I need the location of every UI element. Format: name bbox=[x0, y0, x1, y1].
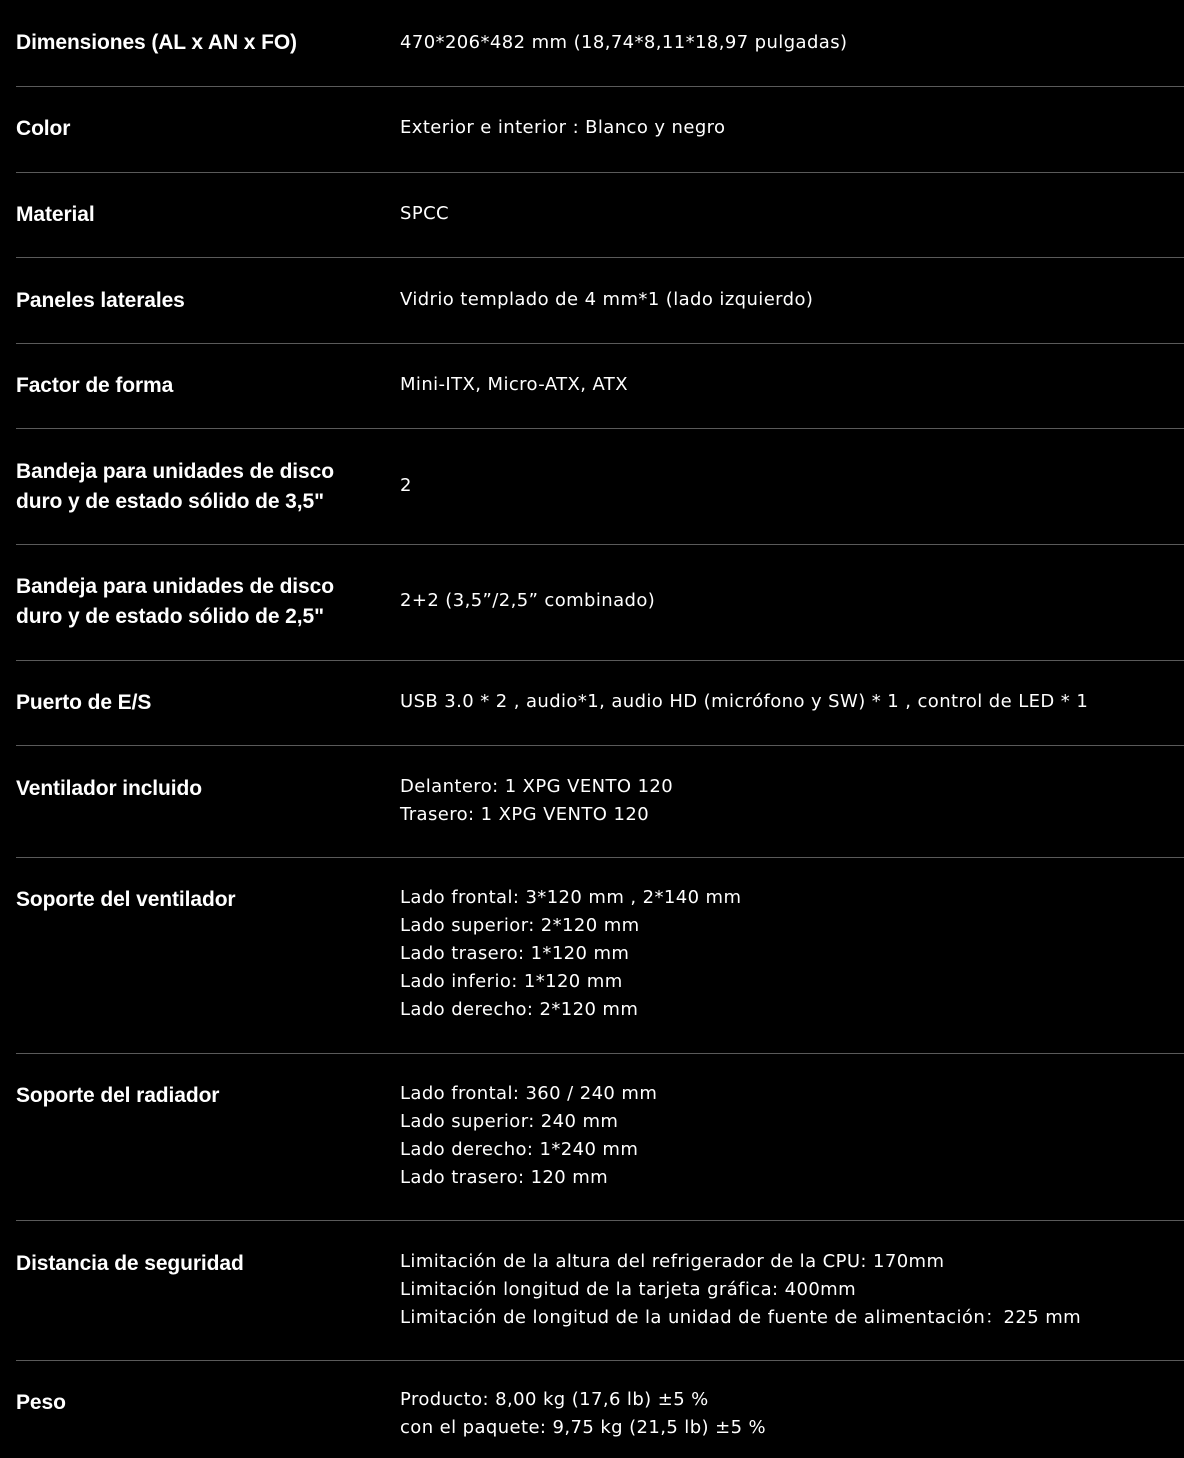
spec-value: Vidrio templado de 4 mm*1 (lado izquierdo) bbox=[400, 289, 814, 310]
spec-row-color bbox=[16, 87, 1184, 173]
spec-label: Puerto de E/S bbox=[16, 691, 152, 714]
spec-label: Bandeja para unidades de disco duro y de estado sólido de 3,5" bbox=[16, 460, 334, 513]
spec-row-radiator-support bbox=[16, 1054, 1184, 1221]
spec-value: Limitación de la altura del refrigerador de la CPU: 170mm Limitación longitud de la tarjeta gráfica: 400mm Limitación de longitud de la unidad de fuente de alimentación：225 mm bbox=[400, 1251, 1082, 1328]
spec-label: Bandeja para unidades de disco duro y de estado sólido de 2,5" bbox=[16, 575, 334, 628]
spec-label: Ventilador incluido bbox=[16, 777, 202, 800]
spec-value: 470*206*482 mm (18,74*8,11*18,97 pulgadas) bbox=[400, 32, 848, 53]
spec-label: Factor de forma bbox=[16, 374, 174, 397]
spec-row-form-factor bbox=[16, 344, 1184, 429]
spec-label: Paneles laterales bbox=[16, 289, 185, 312]
spec-label: Color bbox=[16, 117, 71, 140]
spec-row-io-ports bbox=[16, 661, 1184, 746]
spec-row-drive-bay-35 bbox=[16, 429, 1184, 545]
spec-label: Soporte del radiador bbox=[16, 1084, 220, 1107]
spec-value: Producto: 8,00 kg (17,6 lb) ±5 % con el paquete: 9,75 kg (21,5 lb) ±5 % bbox=[400, 1389, 767, 1438]
spec-row-clearance bbox=[16, 1221, 1184, 1361]
spec-value: Lado frontal: 360 / 240 mm Lado superior: 240 mm Lado derecho: 1*240 mm Lado trasero: 120 mm bbox=[400, 1083, 658, 1188]
spec-row-weight bbox=[16, 1361, 1184, 1458]
spec-value: Exterior e interior : Blanco y negro bbox=[400, 117, 726, 138]
spec-row-material bbox=[16, 173, 1184, 258]
spec-label: Dimensiones (AL x AN x FO) bbox=[16, 31, 297, 54]
spec-value: USB 3.0 * 2 , audio*1, audio HD (micrófono y SW) * 1 , control de LED * 1 bbox=[400, 691, 1089, 712]
spec-row-dimensions bbox=[16, 0, 1184, 87]
spec-value: 2 bbox=[400, 475, 412, 496]
spec-row-side-panels bbox=[16, 258, 1184, 344]
spec-row-fan-support bbox=[16, 858, 1184, 1054]
spec-value: Mini-ITX, Micro-ATX, ATX bbox=[400, 374, 628, 395]
spec-label: Material bbox=[16, 203, 95, 226]
spec-label: Peso bbox=[16, 1391, 66, 1414]
spec-value: 2+2 (3,5”/2,5” combinado) bbox=[400, 590, 656, 611]
spec-value: SPCC bbox=[400, 203, 450, 224]
spec-value: Delantero: 1 XPG VENTO 120 Trasero: 1 XPG VENTO 120 bbox=[400, 776, 674, 825]
spec-row-drive-bay-25 bbox=[16, 545, 1184, 661]
spec-row-fans-included bbox=[16, 746, 1184, 858]
spec-label: Soporte del ventilador bbox=[16, 888, 236, 911]
spec-label: Distancia de seguridad bbox=[16, 1252, 244, 1275]
spec-value: Lado frontal: 3*120 mm , 2*140 mm Lado superior: 2*120 mm Lado trasero: 1*120 mm Lado inferio: 1*120 mm Lado derecho: 2*120 mm bbox=[400, 887, 742, 1020]
